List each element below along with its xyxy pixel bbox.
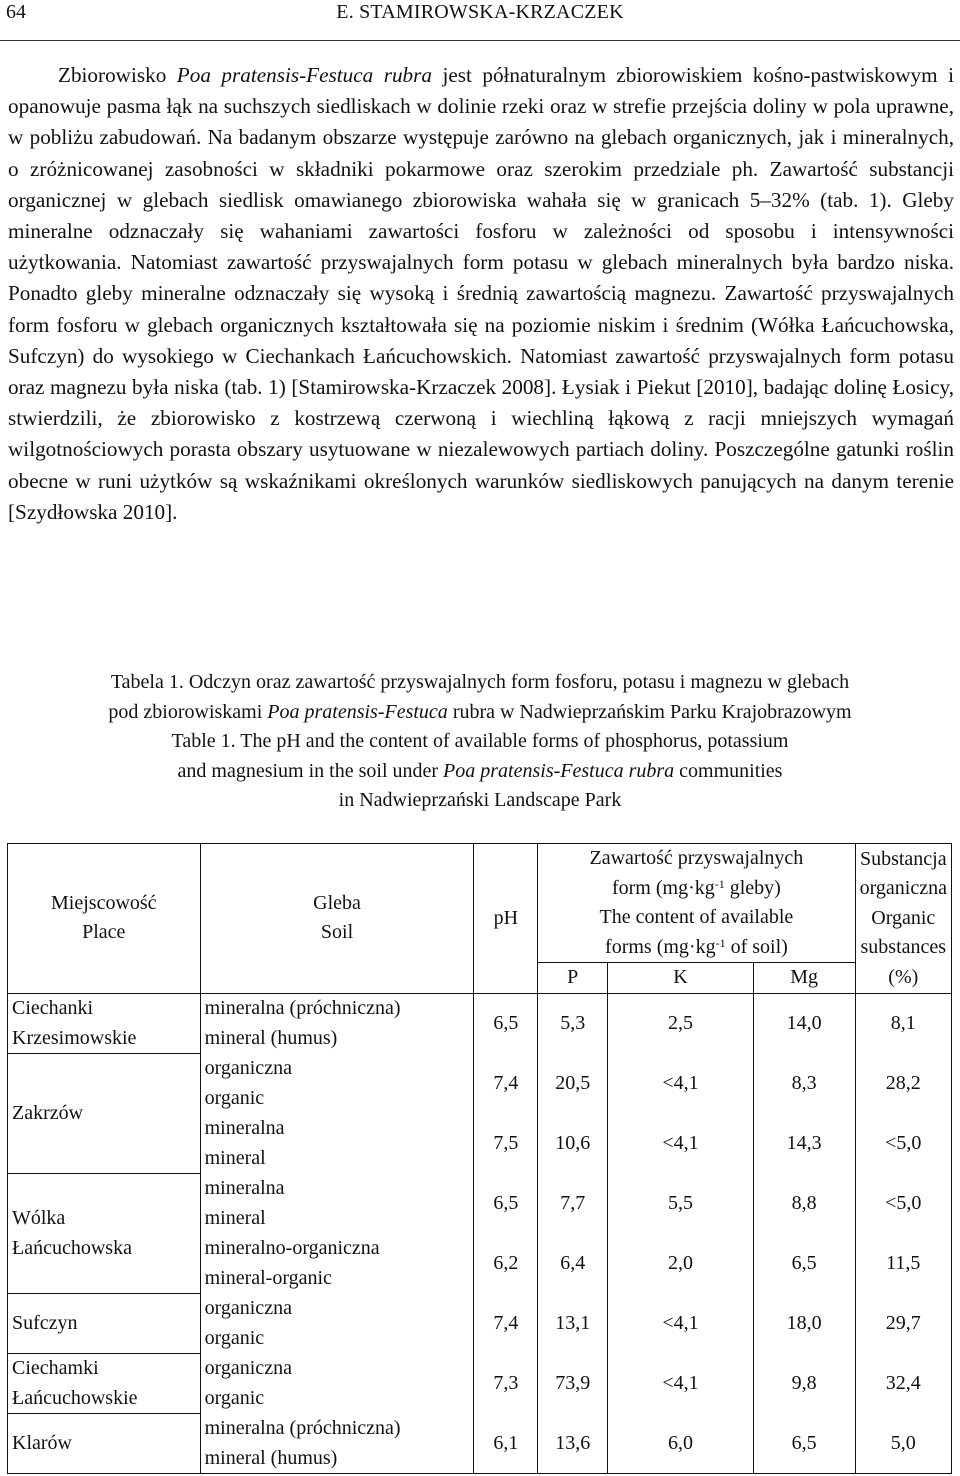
soil-pl: mineralna — [204, 1177, 285, 1200]
header-p: P — [538, 963, 608, 994]
k-cell: 2,0 — [608, 1234, 754, 1294]
paragraph-rest: jest półnaturalnym zbiorowiskiem kośno-pastwiskowym i opanowuje pasma łąk na suchszych siedliskach w dolinie rzeki oraz w strefie przejścia doliny w pola uprawne, w pobliżu zabudowań. Na badanym obszarze występuje zarówno na glebach organicznych, jak i mineralnych, o zróżnicowanej zasobności w składniki pokarmowe oraz szerokim przedziale ph. Zawartość substancji organicznej w glebach siedlisk omawianego zbiorowiska wahała się w granicach 5–32% (tab. 1). Gleby mineralne odznaczały się wahaniami zawartości fosforu w zależności od sposobu i intensywności użytkowania. Natomiast zawartość przyswajalnych form potasu w glebach mineralnych była bardzo niska. Ponadto gleby mineralne odznaczały się wysoką i średnią zawartością magnezu. Zawartość przyswajalnych form fosforu w glebach organicznych kształtowała się na poziomie niskim i średnim (Wółka Łańcuchowska, Sufczyn) do wysokiego w Ciechankach Łańcuchowskich. Natomiast zawartość przyswajalnych form potasu oraz magnezu była niska (tab. 1) [Stamirowska-Krzaczek 2008]. Łysiak i Piekut [2010], badając dolinę Łosicy, stwierdzili, że zbiorowisko z kostrzewą czerwoną i wiechliną łąkową z racji mniejszych wymagań wilgotnościowych porasta obszary usytuowane w niezalewowych partiach doliny. Poszczególne gatunki roślin obecne w runi użytków są wskaźnikami określonych warunków siedliskowych panujących na danym terenie [Szydłowska 2010]. — [8, 63, 954, 524]
header-soil-pl: Gleba — [313, 891, 361, 914]
place-name: Łańcuchowskie — [12, 1386, 138, 1409]
caption-text: communities — [674, 759, 783, 782]
organic-cell: <5,0 — [855, 1174, 951, 1234]
caption-text: pod zbiorowiskami — [108, 700, 268, 723]
place-name: Łańcuchowska — [12, 1236, 132, 1259]
soil-en: mineral (humus) — [204, 1026, 338, 1049]
place-cell — [8, 1354, 201, 1414]
place-name: Wólka — [12, 1207, 66, 1230]
soil-en: mineral-organic — [204, 1266, 332, 1289]
place-cell — [8, 1174, 201, 1294]
p-cell: 73,9 — [538, 1354, 608, 1414]
soil-en: organic — [204, 1086, 265, 1109]
header-place-pl: Miejscowość — [51, 891, 157, 914]
p-cell: 13,6 — [538, 1414, 608, 1474]
soil-en: organic — [204, 1386, 265, 1409]
header-content-line: Zawartość przyswajalnych — [589, 847, 804, 869]
header-organic-line: organiczna — [859, 877, 947, 900]
ph-cell: 6,5 — [474, 993, 538, 1053]
table-row — [8, 1354, 952, 1414]
soil-cell — [200, 1174, 474, 1234]
soil-cell — [200, 1054, 474, 1114]
place-cell — [8, 993, 201, 1053]
soil-en: mineral — [204, 1206, 266, 1229]
organic-cell: 11,5 — [855, 1234, 951, 1294]
header-unit: gleby) — [724, 876, 781, 899]
organic-cell: 8,1 — [855, 993, 951, 1053]
ph-cell: 7,4 — [474, 1294, 538, 1354]
ph-cell: 6,2 — [474, 1234, 538, 1294]
table-row — [8, 1054, 952, 1114]
header-content — [538, 844, 855, 963]
soil-en: mineral — [204, 1146, 266, 1169]
header-ph: pH — [474, 844, 538, 994]
soil-cell — [200, 1294, 474, 1354]
header-sup: -1 — [714, 876, 725, 891]
header-organic-line: Organic — [871, 906, 936, 929]
p-cell: 6,4 — [538, 1234, 608, 1294]
mg-cell: 6,5 — [753, 1234, 855, 1294]
soil-pl: mineralna (próchniczna) — [204, 997, 401, 1020]
header-row — [8, 844, 952, 963]
header-k: K — [608, 963, 754, 994]
ph-cell: 7,3 — [474, 1354, 538, 1414]
place-name: Ciechanki — [12, 996, 94, 1019]
p-cell: 7,7 — [538, 1174, 608, 1234]
ph-cell: 7,5 — [474, 1114, 538, 1174]
k-cell: <4,1 — [608, 1354, 754, 1414]
organic-cell: 32,4 — [855, 1354, 951, 1414]
k-cell: 5,5 — [608, 1174, 754, 1234]
header-unit: form (mg·kg — [611, 876, 715, 899]
header-content-line: The content of available — [599, 906, 794, 929]
header-place — [8, 844, 201, 994]
p-cell: 13,1 — [538, 1294, 608, 1354]
table-caption — [0, 668, 960, 816]
mg-cell: 9,8 — [753, 1354, 855, 1414]
caption-species: Poa pratensis-Festuca — [267, 700, 448, 723]
p-cell: 20,5 — [538, 1054, 608, 1114]
header-organic-line: Substancja — [859, 847, 947, 870]
place-cell — [8, 1294, 201, 1354]
organic-cell: 5,0 — [855, 1414, 951, 1474]
mg-cell: 8,3 — [753, 1054, 855, 1114]
header-place-en: Place — [82, 921, 126, 944]
soil-cell — [200, 1414, 474, 1474]
place-cell — [8, 1054, 201, 1174]
place-name: Zakrzów — [12, 1101, 84, 1124]
organic-cell: 29,7 — [855, 1294, 951, 1354]
ph-cell: 6,1 — [474, 1414, 538, 1474]
soil-en: mineral (humus) — [204, 1446, 338, 1469]
header-organic-line: substances — [860, 936, 947, 959]
table-row — [8, 993, 952, 1053]
species-name: Poa pratensis-Festuca rubra — [176, 63, 432, 87]
header-organic-line: (%) — [888, 965, 919, 988]
header-soil-en: Soil — [320, 921, 354, 944]
caption-pl-line-1: Tabela 1. Odczyn oraz zawartość przyswajalnych form fosforu, potasu i magnezu w glebach — [110, 671, 850, 693]
soil-cell — [200, 1114, 474, 1174]
caption-text: rubra w Nadwieprzańskim Parku Krajobrazowym — [447, 700, 852, 723]
header-mg: Mg — [753, 963, 855, 994]
k-cell: <4,1 — [608, 1114, 754, 1174]
organic-cell: 28,2 — [855, 1054, 951, 1114]
caption-pl-line-2 — [0, 698, 960, 728]
body-paragraph — [8, 60, 954, 528]
soil-pl: organiczna — [204, 1057, 292, 1080]
header-organic — [855, 844, 951, 994]
header-content-line — [542, 933, 850, 963]
p-cell: 5,3 — [538, 993, 608, 1053]
place-name: Klarów — [12, 1432, 72, 1455]
data-table — [7, 843, 952, 1474]
soil-pl: mineralna (próchniczna) — [204, 1417, 401, 1439]
paragraph-start: Zbiorowisko — [58, 63, 177, 87]
table-row — [8, 1414, 952, 1474]
mg-cell: 8,8 — [753, 1174, 855, 1234]
page-number: 64 — [6, 1, 26, 23]
ph-cell: 6,5 — [474, 1174, 538, 1234]
header-soil — [200, 844, 474, 994]
soil-cell — [200, 1354, 474, 1414]
caption-en-line-1: Table 1. The pH and the content of available forms of phosphorus, potassium — [171, 730, 789, 753]
mg-cell: 14,3 — [753, 1114, 855, 1174]
mg-cell: 18,0 — [753, 1294, 855, 1354]
place-cell — [8, 1414, 201, 1474]
table-row — [8, 1174, 952, 1234]
soil-pl: mineralna — [204, 1117, 285, 1140]
k-cell: <4,1 — [608, 1054, 754, 1114]
p-cell: 10,6 — [538, 1114, 608, 1174]
page-header — [0, 0, 960, 41]
header-sup: -1 — [715, 935, 726, 950]
mg-cell: 14,0 — [753, 993, 855, 1053]
caption-en-line-3: in Nadwieprzański Landscape Park — [338, 789, 622, 812]
soil-pl: organiczna — [204, 1297, 292, 1320]
mg-cell: 6,5 — [753, 1414, 855, 1474]
organic-cell: <5,0 — [855, 1114, 951, 1174]
ph-cell: 7,4 — [474, 1054, 538, 1114]
caption-en-line-2 — [0, 757, 960, 787]
caption-text: and magnesium in the soil under — [177, 759, 444, 782]
soil-en: organic — [204, 1326, 265, 1349]
soil-pl: mineralno-organiczna — [204, 1237, 380, 1260]
soil-cell — [200, 993, 474, 1053]
soil-cell — [200, 1234, 474, 1294]
place-name: Krzesimowskie — [12, 1026, 137, 1049]
header-unit: forms (mg·kg — [605, 935, 716, 958]
k-cell: 2,5 — [608, 993, 754, 1053]
table-row — [8, 1294, 952, 1354]
place-name: Sufczyn — [12, 1311, 78, 1334]
soil-pl: organiczna — [204, 1357, 292, 1380]
header-unit: of soil) — [725, 935, 788, 958]
running-head: E. STAMIROWSKA-KRZACZEK — [336, 1, 624, 23]
k-cell: 6,0 — [608, 1414, 754, 1474]
k-cell: <4,1 — [608, 1294, 754, 1354]
header-content-line — [542, 874, 850, 904]
place-name: Ciechamki — [12, 1357, 99, 1380]
caption-species: Poa pratensis-Festuca rubra — [443, 759, 675, 782]
